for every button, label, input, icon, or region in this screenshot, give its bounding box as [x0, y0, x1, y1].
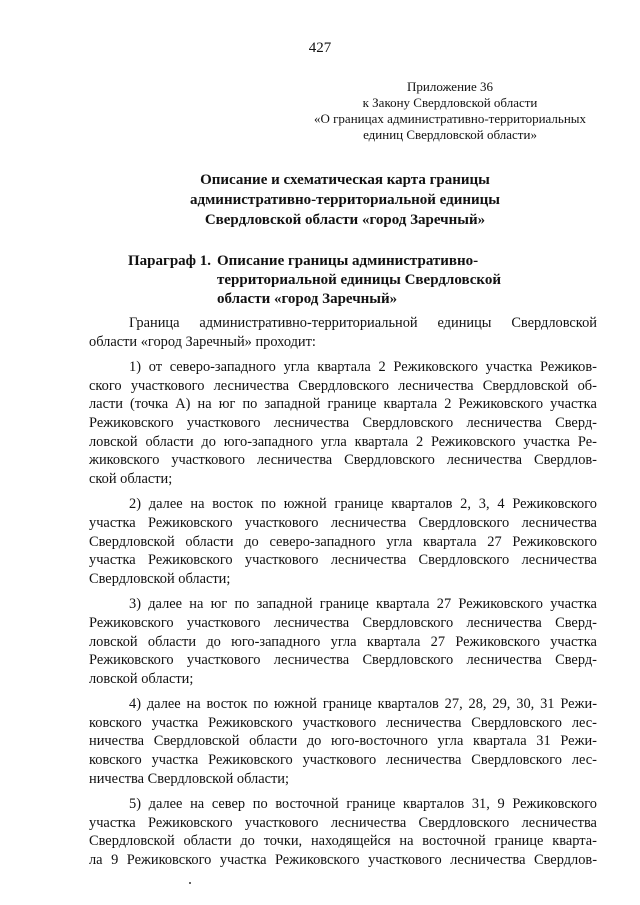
text-line: Свердловской области до точки, находящейся на восточной границе кварта-	[89, 833, 597, 850]
scan-dot	[189, 882, 191, 884]
document-body	[89, 314, 597, 877]
text-line: ласти (точка А) на юг по западной границе квартала 2 Режиковского участка	[89, 396, 597, 413]
section-title-line: Описание границы административно-	[217, 253, 479, 269]
paragraph	[89, 795, 597, 869]
text-line: ловской области;	[89, 670, 194, 687]
text-line: 2) далее на восток по южной границе кварталов 2, 3, 4 Режиковского	[129, 496, 597, 513]
section-title-line: области «город Заречный»	[217, 291, 398, 307]
text-line: области «город Заречный» проходит:	[89, 333, 316, 350]
document-title	[0, 170, 640, 230]
title-line: административно-территориальной единицы	[190, 192, 500, 208]
paragraph	[89, 358, 597, 488]
text-line: ла 9 Режиковского участка Режиковского участкового лесничества Свердлов-	[89, 852, 597, 869]
appendix-line: Приложение 36	[406, 79, 494, 94]
paragraph	[89, 314, 597, 351]
text-line: Граница административно-территориальной единицы Свердловской	[129, 315, 597, 331]
text-line: ской области;	[89, 470, 173, 487]
text-line: участка Режиковского участкового лесничества Свердловского лесничества	[89, 514, 597, 531]
paragraph	[89, 495, 597, 588]
appendix-line: «О границах административно-территориальных	[313, 111, 587, 126]
text-line: ского участкового лесничества Свердловского лесничества Свердловской об-	[89, 377, 597, 394]
text-line: Свердловской области до северо-западного угла квартала 27 Режиковского	[89, 533, 597, 550]
appendix-line: единиц Свердловской области»	[363, 127, 537, 142]
text-line: 4) далее на восток по южной границе кварталов 27, 28, 29, 30, 31 Режи-	[129, 696, 597, 713]
text-line: ничества Свердловской области до юго-восточного угла квартала 31 Режи-	[89, 733, 597, 750]
text-line: ничества Свердловской области;	[89, 770, 290, 787]
page-number: 427	[308, 40, 332, 56]
section-number: Параграф 1.	[128, 253, 212, 269]
title-line: Описание и схематическая карта границы	[200, 172, 490, 188]
text-line: Режиковского участкового лесничества Свердловского лесничества Сверд-	[89, 414, 597, 431]
appendix-block	[300, 79, 600, 143]
paragraph	[89, 695, 597, 788]
text-line: ковского участка Режиковского участкового лесничества Свердловского лес-	[89, 752, 597, 769]
text-line: ловской области до юго-западного угла квартала 27 Режиковского участка	[89, 633, 597, 650]
paragraph	[89, 595, 597, 688]
text-line: жиковского участкового лесничества Свердловского лесничества Свердлов-	[89, 452, 597, 469]
text-line: 3) далее на юг по западной границе квартала 27 Режиковского участка	[129, 596, 597, 613]
text-line: Режиковского участкового лесничества Свердловского лесничества Сверд-	[89, 652, 597, 669]
text-line: Свердловской области;	[89, 570, 231, 587]
text-line: Режиковского участкового лесничества Свердловского лесничества Сверд-	[89, 614, 597, 631]
section-title-line: территориальной единицы Свердловской	[217, 272, 501, 288]
text-line: ловской области до юго-западного угла квартала 2 Режиковского участка Ре-	[89, 433, 597, 450]
text-line: участка Режиковского участкового лесничества Свердловского лесничества	[89, 552, 597, 569]
text-line: 1) от северо-западного угла квартала 2 Режиковского участка Режиков-	[129, 359, 597, 376]
text-line: ковского участка Режиковского участкового лесничества Свердловского лес-	[89, 714, 597, 731]
appendix-line: к Закону Свердловской области	[362, 95, 538, 110]
text-line: участка Режиковского участкового лесничества Свердловского лесничества	[89, 814, 597, 831]
title-line: Свердловской области «город Заречный»	[204, 212, 486, 228]
text-line: 5) далее на север по восточной границе кварталов 31, 9 Режиковского	[129, 796, 597, 813]
